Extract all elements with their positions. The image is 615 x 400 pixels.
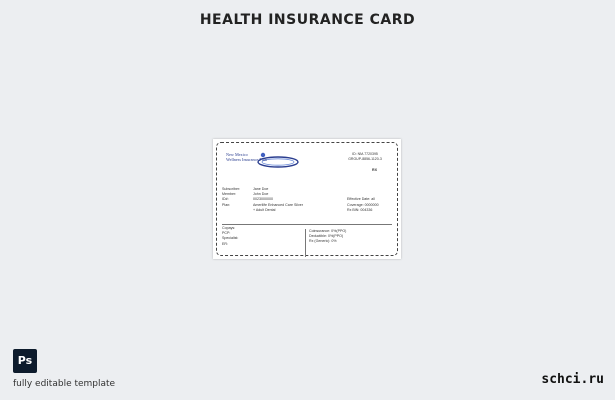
copay-item: ER:: [222, 241, 228, 246]
insurance-card: [213, 139, 401, 259]
copay-item: Specialist:: [222, 236, 239, 241]
logo-text: New Mexico Wellness Insurance Plan: [226, 152, 267, 162]
info-right: Coverage: 0000000: [347, 202, 379, 207]
info-right: Rx BIN: 004336: [347, 207, 373, 212]
insurer-logo: [223, 150, 301, 172]
photoshop-icon: Ps: [13, 349, 37, 373]
info-value: Jane Doe: [253, 187, 269, 191]
copay-item: Copays:: [222, 226, 236, 230]
info-label: ID#:: [222, 197, 229, 202]
info-label: Plan:: [222, 202, 231, 207]
info-value: + Adult Dental: [253, 207, 276, 212]
coinsurance-list: [305, 229, 389, 257]
info-right: Effective Date: all: [347, 197, 375, 202]
coinsurance-item: Deductible: 0%(PPO): [309, 234, 344, 239]
info-value: John Doe: [253, 192, 269, 197]
info-row: [222, 208, 392, 213]
template-caption: fully editable template: [13, 379, 116, 389]
card-border: [216, 142, 398, 256]
info-value: Amerilife Enhanced Care Silver: [253, 202, 303, 207]
page-title: HEALTH INSURANCE CARD: [199, 12, 416, 28]
info-label: Member:: [222, 192, 237, 197]
member-ids: [339, 152, 391, 162]
coinsurance-item: Coinsurance: 0%(PPO): [309, 229, 347, 233]
info-value: 0023000000: [253, 197, 273, 202]
site-watermark[interactable]: schci.ru: [541, 372, 604, 387]
info-label: Subscriber:: [222, 187, 241, 191]
coinsurance-item: Rx (Generic): 0%: [309, 239, 337, 244]
id-number: ID: NM-7720395: [352, 152, 378, 156]
copay-item: PCP:: [222, 231, 231, 236]
copay-list: [222, 226, 302, 247]
member-info: [222, 187, 392, 213]
group-number: GROUP-8856-1120-3: [348, 157, 382, 161]
divider: [222, 224, 392, 225]
rx-label: RX: [372, 168, 377, 172]
